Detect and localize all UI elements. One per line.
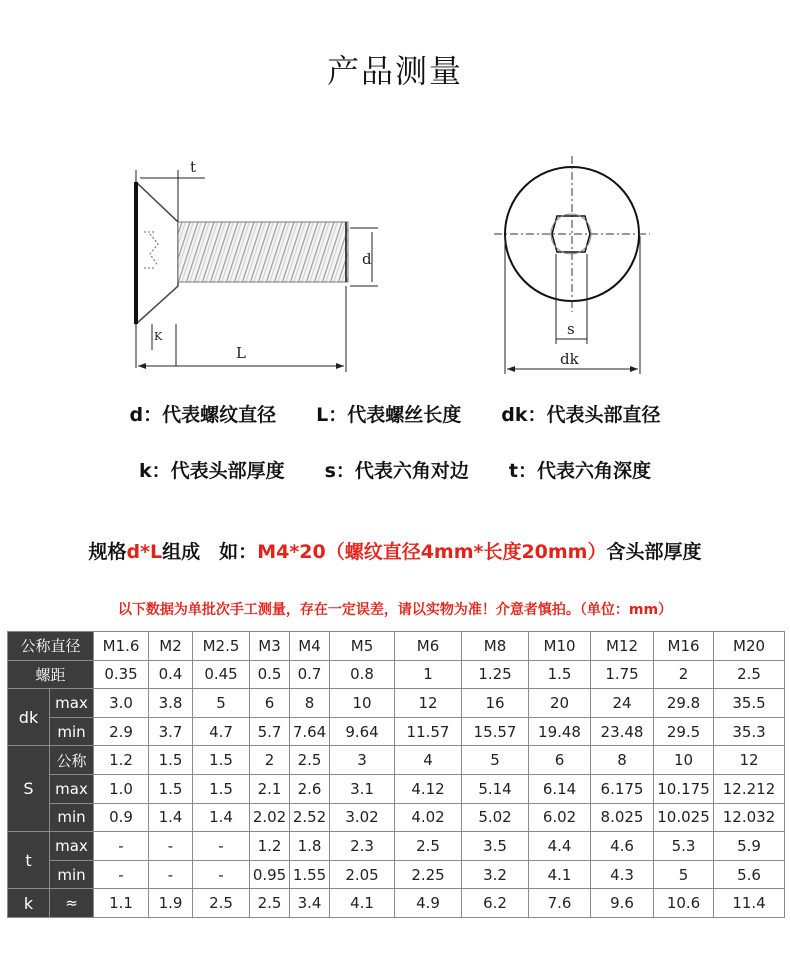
- legend-L: L：代表螺丝长度: [316, 404, 462, 426]
- value-cell: 3.0: [94, 689, 149, 718]
- value-cell: -: [94, 860, 149, 889]
- value-cell: 3.02: [330, 803, 395, 832]
- sub-label-cell: max: [50, 774, 94, 803]
- value-cell: 2.5: [395, 832, 462, 861]
- pitch-cell: 0.7: [290, 660, 330, 689]
- legend-row-1: [0, 400, 790, 427]
- legend-t: t：代表六角深度: [508, 460, 652, 482]
- legend-k: k：代表头部厚度: [138, 460, 285, 482]
- value-cell: 12.032: [714, 803, 785, 832]
- size-cell: M16: [654, 632, 714, 661]
- value-cell: 6.2: [462, 889, 529, 918]
- value-cell: 10: [654, 746, 714, 775]
- group-label-cell: t: [8, 832, 50, 889]
- table-row: [8, 774, 785, 803]
- value-cell: 6: [250, 689, 290, 718]
- value-cell: 19.48: [529, 717, 591, 746]
- group-label-cell: dk: [8, 689, 50, 746]
- size-cell: M2: [149, 632, 193, 661]
- value-cell: 6.175: [591, 774, 654, 803]
- value-cell: 2.6: [290, 774, 330, 803]
- value-cell: 2.5: [290, 746, 330, 775]
- pitch-cell: 2.5: [714, 660, 785, 689]
- value-cell: 4.6: [591, 832, 654, 861]
- pitch-cell: 1.25: [462, 660, 529, 689]
- value-cell: 2.5: [193, 889, 250, 918]
- value-cell: 8.025: [591, 803, 654, 832]
- value-cell: 11.4: [714, 889, 785, 918]
- value-cell: 5: [462, 746, 529, 775]
- value-cell: 23.48: [591, 717, 654, 746]
- value-cell: 4.1: [529, 860, 591, 889]
- size-cell: M3: [250, 632, 290, 661]
- value-cell: 2.25: [395, 860, 462, 889]
- value-cell: -: [193, 832, 250, 861]
- value-cell: 6: [529, 746, 591, 775]
- sub-label-cell: 公称: [50, 746, 94, 775]
- value-cell: 2.05: [330, 860, 395, 889]
- value-cell: 10.6: [654, 889, 714, 918]
- size-cell: M12: [591, 632, 654, 661]
- value-cell: 10.025: [654, 803, 714, 832]
- value-cell: 1.1: [94, 889, 149, 918]
- value-cell: 4.9: [395, 889, 462, 918]
- value-cell: 15.57: [462, 717, 529, 746]
- table-header-row: [8, 632, 785, 661]
- value-cell: 2.5: [250, 889, 290, 918]
- value-cell: 3.7: [149, 717, 193, 746]
- value-cell: 7.6: [529, 889, 591, 918]
- value-cell: 2.9: [94, 717, 149, 746]
- pitch-label-cell: 螺距: [8, 660, 94, 689]
- value-cell: 1.5: [149, 746, 193, 775]
- value-cell: 5: [193, 689, 250, 718]
- table-row: [8, 717, 785, 746]
- value-cell: 1.5: [193, 746, 250, 775]
- screw-diagram: [0, 140, 790, 390]
- dk-label: dk: [560, 350, 579, 368]
- spec-suffix: 组成 如：: [162, 541, 258, 563]
- sub-label-cell: min: [50, 803, 94, 832]
- value-cell: -: [149, 860, 193, 889]
- value-cell: 2.3: [330, 832, 395, 861]
- group-label-cell: k: [8, 889, 50, 918]
- value-cell: 29.8: [654, 689, 714, 718]
- sub-label-cell: min: [50, 717, 94, 746]
- value-cell: 1.4: [149, 803, 193, 832]
- value-cell: -: [149, 832, 193, 861]
- value-cell: 1.5: [193, 774, 250, 803]
- size-cell: M6: [395, 632, 462, 661]
- value-cell: 1.5: [149, 774, 193, 803]
- table-row: [8, 689, 785, 718]
- value-cell: 3.8: [149, 689, 193, 718]
- value-cell: 5.7: [250, 717, 290, 746]
- value-cell: 4.12: [395, 774, 462, 803]
- value-cell: 3.1: [330, 774, 395, 803]
- value-cell: 0.95: [250, 860, 290, 889]
- size-cell: M1.6: [94, 632, 149, 661]
- pitch-cell: 1.75: [591, 660, 654, 689]
- value-cell: 4.1: [330, 889, 395, 918]
- spec-table: [7, 631, 785, 918]
- pitch-cell: 0.45: [193, 660, 250, 689]
- header-label-cell: 公称直径: [8, 632, 94, 661]
- value-cell: 3.5: [462, 832, 529, 861]
- size-cell: M20: [714, 632, 785, 661]
- value-cell: 10.175: [654, 774, 714, 803]
- value-cell: 5.02: [462, 803, 529, 832]
- size-cell: M5: [330, 632, 395, 661]
- value-cell: 5.14: [462, 774, 529, 803]
- table-row: [8, 860, 785, 889]
- value-cell: 5.9: [714, 832, 785, 861]
- value-cell: 1.55: [290, 860, 330, 889]
- pitch-cell: 1: [395, 660, 462, 689]
- value-cell: 6.02: [529, 803, 591, 832]
- value-cell: 1.8: [290, 832, 330, 861]
- table-row: [8, 832, 785, 861]
- value-cell: 35.3: [714, 717, 785, 746]
- value-cell: 8: [290, 689, 330, 718]
- size-cell: M2.5: [193, 632, 250, 661]
- value-cell: 3: [330, 746, 395, 775]
- spec-prefix: 规格: [88, 541, 127, 563]
- value-cell: 5.6: [714, 860, 785, 889]
- value-cell: 2.52: [290, 803, 330, 832]
- k-label: K: [154, 330, 163, 343]
- value-cell: 2: [250, 746, 290, 775]
- value-cell: 3.2: [462, 860, 529, 889]
- spec-example: M4*20（螺纹直径4mm*长度20mm）: [257, 541, 607, 563]
- value-cell: 6.14: [529, 774, 591, 803]
- pitch-cell: 2: [654, 660, 714, 689]
- legend-dk: dk：代表头部直径: [501, 404, 661, 426]
- value-cell: 1.4: [193, 803, 250, 832]
- value-cell: 8: [591, 746, 654, 775]
- sub-label-cell: max: [50, 689, 94, 718]
- value-cell: 5.3: [654, 832, 714, 861]
- L-label: L: [236, 344, 246, 362]
- value-cell: 4: [395, 746, 462, 775]
- value-cell: 35.5: [714, 689, 785, 718]
- sub-label-cell: max: [50, 832, 94, 861]
- sub-label-cell: ≈: [50, 889, 94, 918]
- front-view: [494, 156, 650, 374]
- value-cell: 9.6: [591, 889, 654, 918]
- size-cell: M4: [290, 632, 330, 661]
- value-cell: 4.02: [395, 803, 462, 832]
- value-cell: 4.7: [193, 717, 250, 746]
- measurement-notice: 以下数据为单批次手工测量，存在一定误差，请以实物为准！介意者慎拍。（单位：mm）: [117, 602, 673, 618]
- page-title: 产品测量: [326, 52, 463, 90]
- legend-d: d：代表螺纹直径: [129, 404, 277, 426]
- pitch-cell: 0.5: [250, 660, 290, 689]
- legend-s: s：代表六角对边: [324, 460, 469, 482]
- group-label-cell: S: [8, 746, 50, 832]
- size-cell: M8: [462, 632, 529, 661]
- value-cell: 16: [462, 689, 529, 718]
- table-row: [8, 660, 785, 689]
- value-cell: -: [193, 860, 250, 889]
- spec-tail: 含头部厚度: [606, 541, 702, 563]
- value-cell: 1.2: [94, 746, 149, 775]
- value-cell: 2.02: [250, 803, 290, 832]
- value-cell: 1.2: [250, 832, 290, 861]
- value-cell: 12: [395, 689, 462, 718]
- pitch-cell: 1.5: [529, 660, 591, 689]
- value-cell: 29.5: [654, 717, 714, 746]
- value-cell: 7.64: [290, 717, 330, 746]
- spec-dl: d*L: [126, 541, 163, 563]
- value-cell: 3.4: [290, 889, 330, 918]
- sub-label-cell: min: [50, 860, 94, 889]
- value-cell: -: [94, 832, 149, 861]
- value-cell: 1.9: [149, 889, 193, 918]
- size-cell: M10: [529, 632, 591, 661]
- table-row: [8, 889, 785, 918]
- value-cell: 12.212: [714, 774, 785, 803]
- value-cell: 0.9: [94, 803, 149, 832]
- table-row: [8, 803, 785, 832]
- side-view: [136, 158, 378, 372]
- value-cell: 11.57: [395, 717, 462, 746]
- pitch-cell: 0.8: [330, 660, 395, 689]
- value-cell: 4.3: [591, 860, 654, 889]
- pitch-cell: 0.35: [94, 660, 149, 689]
- value-cell: 2.1: [250, 774, 290, 803]
- spec-description: [0, 537, 790, 564]
- value-cell: 24: [591, 689, 654, 718]
- s-label: s: [567, 320, 575, 338]
- value-cell: 4.4: [529, 832, 591, 861]
- value-cell: 12: [714, 746, 785, 775]
- table-row: [8, 746, 785, 775]
- value-cell: 5: [654, 860, 714, 889]
- value-cell: 20: [529, 689, 591, 718]
- legend-row-2: [0, 456, 790, 483]
- value-cell: 10: [330, 689, 395, 718]
- pitch-cell: 0.4: [149, 660, 193, 689]
- value-cell: 9.64: [330, 717, 395, 746]
- d-label: d: [362, 250, 372, 268]
- value-cell: 1.0: [94, 774, 149, 803]
- t-label: t: [190, 158, 197, 176]
